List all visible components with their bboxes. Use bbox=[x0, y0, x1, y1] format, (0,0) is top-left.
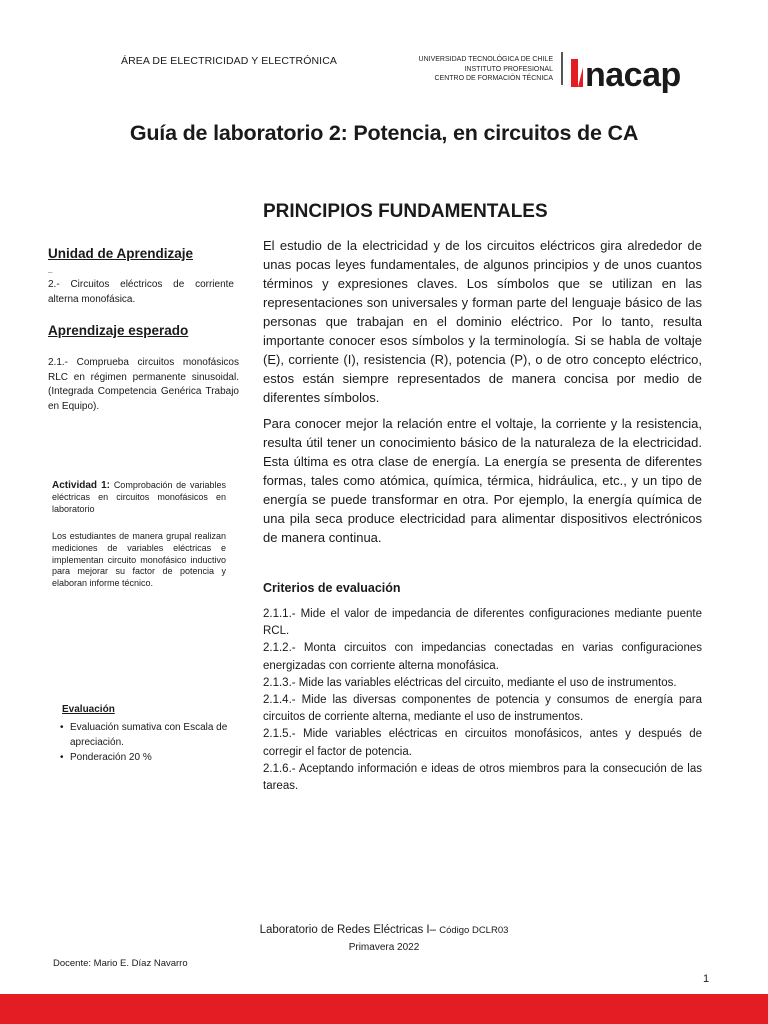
page-title: Guía de laboratorio 2: Potencia, en circuitos de CA bbox=[129, 121, 639, 145]
section-heading: PRINCIPIOS FUNDAMENTALES bbox=[263, 201, 548, 222]
area-label: ÁREA DE ELECTRICIDAD Y ELECTRÓNICA bbox=[121, 55, 337, 67]
institution-line: UNIVERSIDAD TECNOLÓGICA DE CHILE bbox=[418, 56, 553, 63]
evaluacion-list bbox=[60, 720, 240, 765]
page-number: 1 bbox=[703, 973, 710, 985]
actividad-title: Comprobación de variables eléctricas en circuitos monofásicos en laboratorio bbox=[52, 480, 226, 514]
unidad-bar: _ bbox=[48, 265, 53, 274]
paragraph-1: El estudio de la electricidad y de los circuitos eléctricos gira alrededor de unas pocas leyes fundamentales, de algunos principios y de unos cuantos términos y expresiones claves. Los símbolos que se utilizan en las representaciones son universales y forman parte del lenguaje básico de las personas que trabajan en el dominio eléctrico. Por lo tanto, resulta importante conocer esos símbolos y la terminología. Si se habla de voltaje (E), corriente (I), resistencia (R), potencia (P), o de otro concepto eléctrico, estos están siempre representados de manera concisa por medio de diferentes símbolos. bbox=[263, 238, 702, 405]
docente: Docente: Mario E. Díaz Navarro bbox=[53, 958, 188, 969]
criterios-heading: Criterios de evaluación bbox=[263, 581, 401, 595]
footer-red-bar bbox=[0, 994, 768, 1024]
unidad-text: 2.- Circuitos eléctricos de corriente alterna monofásica. bbox=[48, 279, 234, 305]
course-name: Laboratorio de Redes Eléctricas I– bbox=[259, 924, 437, 936]
aprendizaje-heading: Aprendizaje esperado bbox=[48, 323, 189, 338]
unidad-heading: Unidad de Aprendizaje bbox=[48, 246, 194, 261]
evaluacion-item: • Ponderación 20 % bbox=[60, 750, 240, 765]
criterio-item: 2.1.3.- Mide las variables eléctricas del circuito, mediante el uso de instrumentos. bbox=[263, 676, 677, 689]
evaluacion-item: • Evaluación sumativa con Escala de apreciación. bbox=[60, 720, 240, 750]
inacap-logo bbox=[571, 53, 713, 93]
paragraph-2: Para conocer mejor la relación entre el voltaje, la corriente y la resistencia, resulta útil tener un conocimiento básico de la naturaleza de la electricidad. Esta última es otra clase de energía. La energía se presenta de diferentes formas, tales como atómica, química, térmica, hidráulica, etc., y un tipo de energía se puede transformar en otra. Por ejemplo, la energía química de una pila seca produce electricidad para alimentar dispositivos electrónicos de manera continua. bbox=[263, 416, 702, 545]
criterio-item: 2.1.1.- Mide el valor de impedancia de diferentes configuraciones mediante puente RCL. bbox=[263, 608, 702, 638]
evaluacion-heading: Evaluación bbox=[62, 704, 115, 715]
institution-line: INSTITUTO PROFESIONAL bbox=[464, 65, 553, 73]
aprendizaje-text: 2.1.- Comprueba circuitos monofásicos RLC en régimen permanente sinusoidal. (Integrada Competencia Genérica Trabajo en Equipo). bbox=[48, 357, 239, 412]
institution-line: CENTRO DE FORMACIÓN TÉCNICA bbox=[434, 75, 553, 82]
criterio-item: 2.1.2.- Monta circuitos con impedancias conectadas en varias configuraciones energizadas con corriente alterna monofásica. bbox=[263, 642, 702, 672]
footer-course bbox=[0, 924, 768, 936]
header-divider bbox=[561, 52, 563, 85]
svg-text:nacap: nacap bbox=[585, 56, 681, 93]
criterio-item: 2.1.5.- Mide variables eléctricas en circuitos monofásicos, antes y después de corregir el factor de potencia. bbox=[263, 728, 702, 758]
actividad-block bbox=[52, 480, 226, 515]
course-code: Código DCLR03 bbox=[439, 925, 509, 936]
actividad-description: Los estudiantes de manera grupal realizan mediciones de variables eléctricas e implementan circuito monofásico inductivo para mejorar su factor de potencia y elaboran informe técnico. bbox=[52, 531, 226, 589]
criterio-item: 2.1.4.- Mide las diversas componentes de potencia y consumos de energía para circuitos de corriente alterna, mediante el uso de instrumentos. bbox=[263, 694, 702, 724]
criterios-list bbox=[263, 606, 702, 795]
criterio-item: 2.1.6.- Aceptando información e ideas de otros miembros para la consecución de las tareas. bbox=[263, 762, 702, 793]
actividad-label: Actividad 1: bbox=[52, 480, 110, 491]
institution-lines bbox=[400, 55, 553, 84]
footer-term: Primavera 2022 bbox=[348, 942, 420, 953]
